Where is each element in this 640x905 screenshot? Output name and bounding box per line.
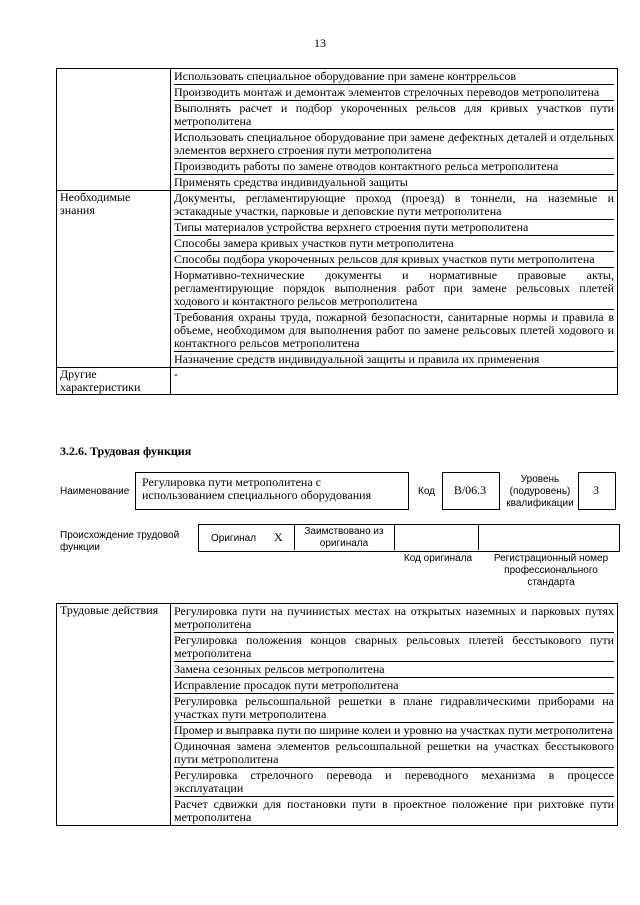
borrowed-label: Заимствовано из оригинала xyxy=(304,526,384,549)
knowledge-cell xyxy=(171,191,618,368)
actions-cell xyxy=(171,604,618,826)
page-number: 13 xyxy=(314,36,326,50)
origin-code-label: Код оригинала xyxy=(403,553,473,564)
actions-label: Трудовые действия xyxy=(57,604,171,826)
knowledge-label: Необходимые знания xyxy=(57,191,171,368)
code-value: В/06.3 xyxy=(453,483,487,497)
knowledge-item: Требования охраны труда, пожарной безопасности, санитарные нормы и правила в объеме, необходимом для выполнения работ по замене рельсовых плетей ходового и контактного рельсов метрополитена xyxy=(174,310,614,350)
skill-item: Использовать специальное оборудование при замене дефектных деталей и отдельных элементов верхнего строения пути метрополитена xyxy=(174,130,614,157)
knowledge-item: Способы замера кривых участков пути метрополитена xyxy=(174,236,614,252)
original-label: Оригинал xyxy=(211,533,257,544)
action-item: Регулировка положения концов сварных рельсовых плетей бесстыкового пути метрополитена xyxy=(174,633,614,660)
action-item: Регулировка пути на пучинистых местах на открытых наземных и парковых путях метрополитена xyxy=(174,604,614,631)
skill-item: Производить работы по замене отводов контактного рельса метрополитена xyxy=(174,159,614,175)
reg-number-label: Регистрационный номер профессионального стандарта xyxy=(493,553,609,588)
action-item: Расчет сдвижки для постановки пути в проектное положение при рихтовке пути метрополитена xyxy=(174,797,614,824)
original-mark: X xyxy=(274,530,283,544)
knowledge-item: Способы подбора укороченных рельсов для кривых участков пути метрополитена xyxy=(174,252,614,268)
knowledge-item: Назначение средств индивидуальной защиты и правила их применения xyxy=(174,352,540,366)
level-value: 3 xyxy=(593,483,599,497)
skill-item: Использовать специальное оборудование при замене контррельсов xyxy=(174,69,614,85)
level-label: Уровень (подуровень) квалификации xyxy=(506,474,574,509)
knowledge-item: Документы, регламентирующие проход (проезд) в тоннели, на наземные и эстакадные участки, парковые и деповские пути метрополитена xyxy=(174,191,614,218)
section-heading: 3.2.6. Трудовая функция xyxy=(60,444,192,458)
action-item: Регулировка рельсошпальной решетки в плане гидравлическими приборами на участках пути метрополитена xyxy=(174,694,614,721)
skill-item: Производить монтаж и демонтаж элементов стрелочных переводов метрополитена xyxy=(174,85,614,101)
skills-cell xyxy=(171,69,618,191)
action-item: Регулировка стрелочного перевода и переводного механизма в процессе эксплуатации xyxy=(174,768,614,795)
skill-item: Применять средства индивидуальной защиты xyxy=(174,175,408,189)
empty-label-cell xyxy=(57,69,171,191)
origin-label: Происхождение трудовой функции xyxy=(60,530,180,553)
knowledge-item: Нормативно-технические документы и нормативные правовые акты, регламентирующие порядок выполнения работ при замене рельсовых плетей ходового и контактного рельсов метрополитена xyxy=(174,268,614,308)
skill-item: Выполнять расчет и подбор укороченных рельсов для кривых участков пути метрополитена xyxy=(174,101,614,128)
knowledge-item: Типы материалов устройства верхнего строения пути метрополитена xyxy=(174,220,614,236)
other-value: - xyxy=(171,368,618,395)
labor-actions-table xyxy=(56,603,618,826)
other-label: Другие характеристики xyxy=(57,368,171,395)
requirements-table xyxy=(56,68,618,395)
action-item: Одиночная замена элементов рельсошпальной решетки на участках бесстыкового пути метрополитена xyxy=(174,739,614,766)
name-value: Регулировка пути метрополитена с использованием специального оборудования xyxy=(142,475,372,502)
name-label: Наименование xyxy=(60,486,130,497)
action-item: Замена сезонных рельсов метрополитена xyxy=(174,662,614,678)
action-item: Исправление просадок пути метрополитена xyxy=(174,678,614,694)
code-label: Код xyxy=(418,486,436,497)
action-item: Промер и выправка пути по ширине колеи и уровню на участках пути метрополитена xyxy=(174,723,613,737)
origin-code-cell xyxy=(394,524,479,550)
